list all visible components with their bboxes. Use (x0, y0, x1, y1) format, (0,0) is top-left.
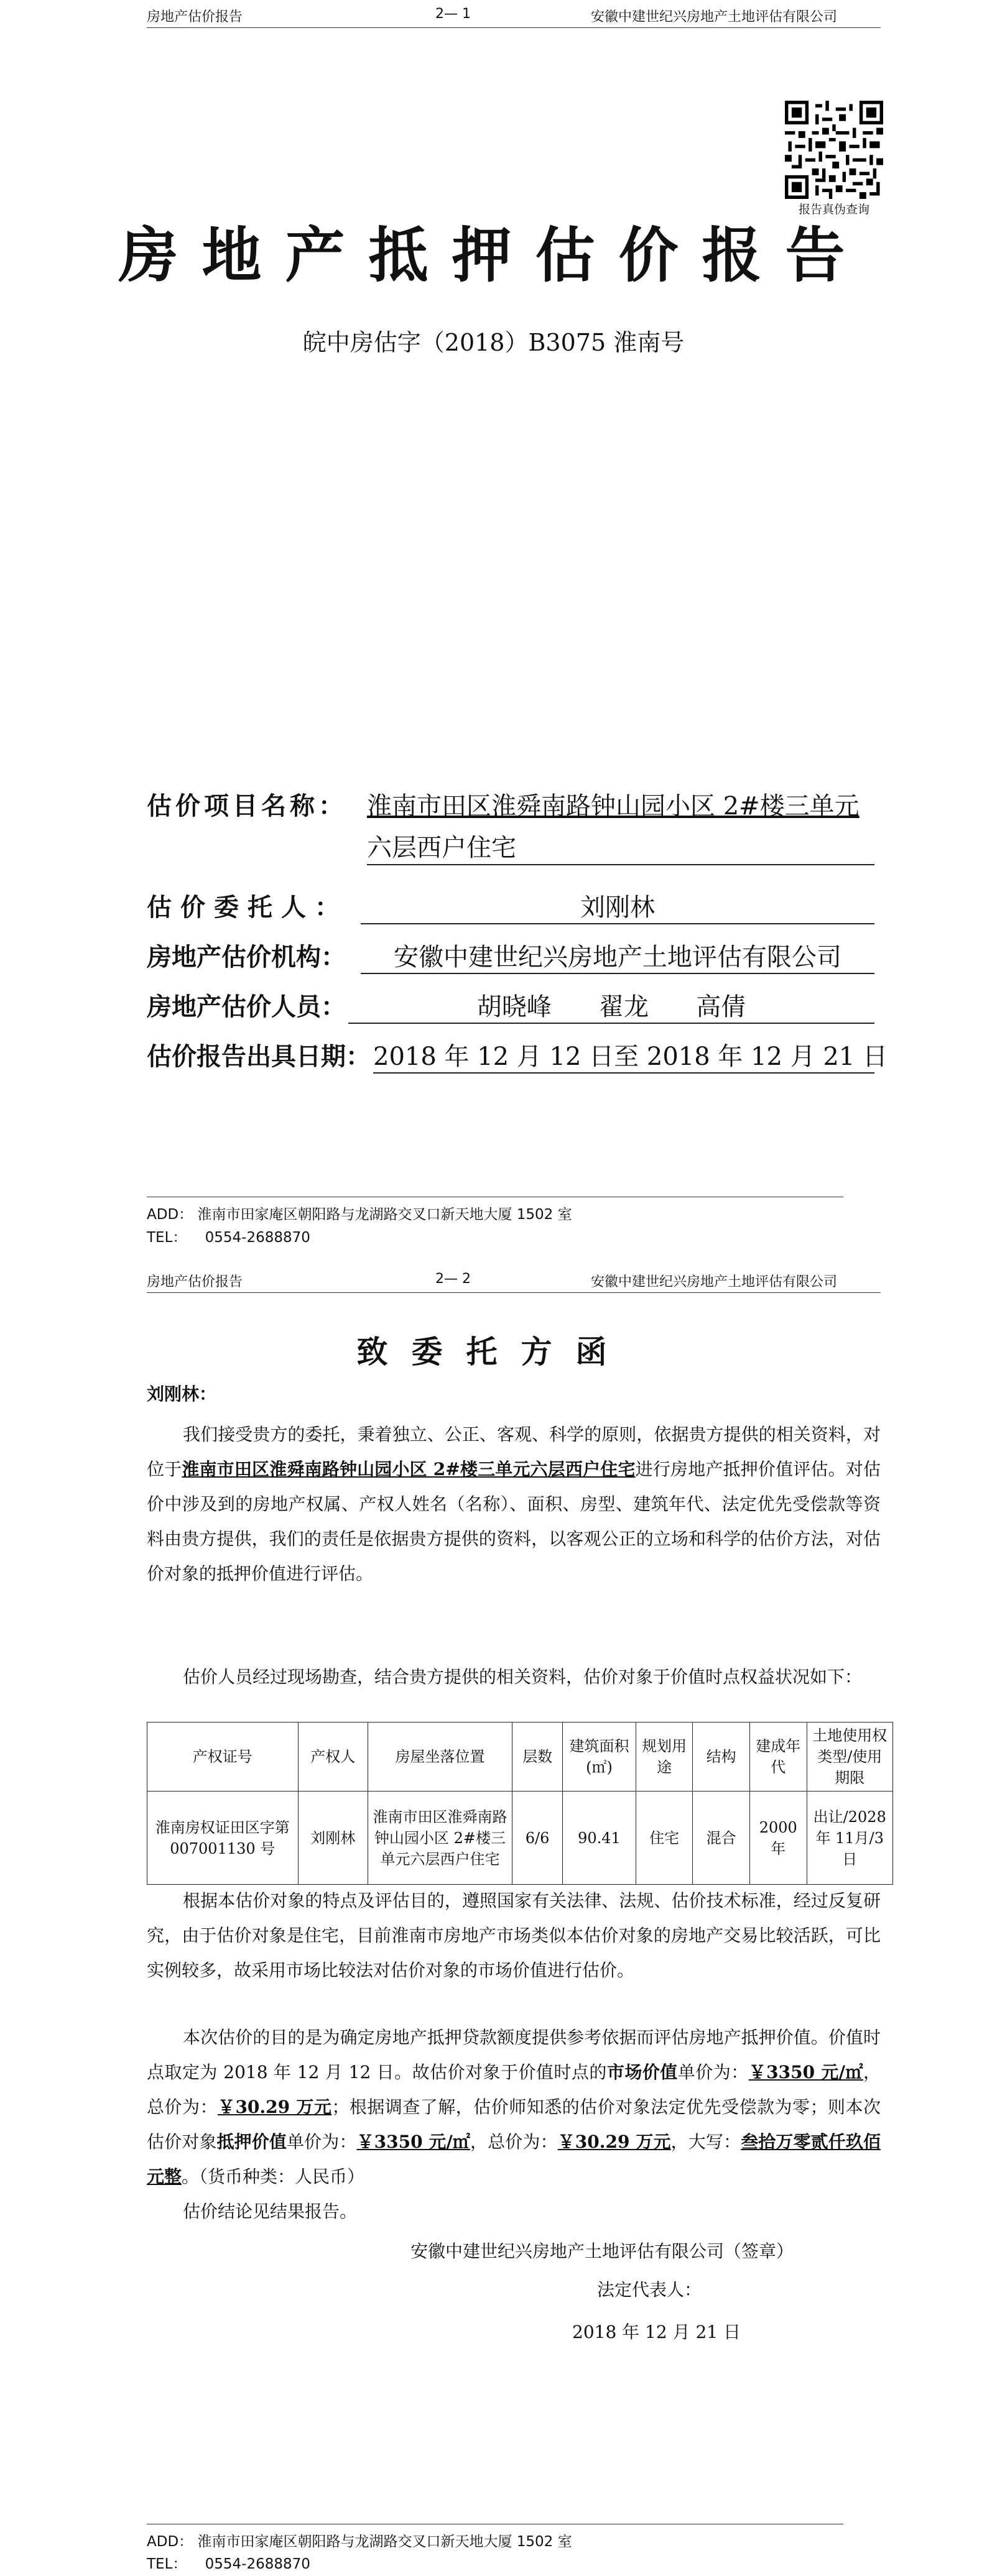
table-cell: 2000 年 (749, 1792, 807, 1885)
page-number: 2— 1 (435, 6, 471, 22)
document-number: 皖中房估字（2018）B3075 淮南号 (302, 329, 685, 356)
table-row (147, 1792, 893, 1885)
letter-salutation: 刘刚林： (147, 1384, 217, 1404)
table-cell: 出让/2028 年 11月/3 日 (807, 1792, 892, 1885)
field-label-client: 估价委托人： (147, 893, 348, 922)
qr-code-icon[interactable] (785, 101, 883, 199)
table-header-row (147, 1723, 893, 1792)
table-header-cell: 结构 (693, 1723, 750, 1792)
table-header-cell: 房屋坐落位置 (368, 1723, 512, 1792)
field-label-date: 估价报告出具日期： (147, 1042, 371, 1071)
table-cell: 混合 (693, 1792, 750, 1885)
field-label-project: 估价项目名称： (147, 791, 347, 821)
property-address: 淮南市田区淮舜南路钟山园小区 2#楼三单元六层西户住宅 (182, 1459, 636, 1479)
page-header-left: 房地产估价报告 (147, 9, 243, 25)
header-rule (147, 27, 881, 28)
signature-date: 2018 年 12 月 21 日 (572, 2322, 741, 2342)
footer-address: ADD： 淮南市田家庵区朝阳路与龙湖路交叉口新天地大厦 1502 室 (147, 2534, 572, 2550)
mortgage-total-price: ￥30.29 万元 (557, 2132, 671, 2152)
table-header-cell: 建成年代 (749, 1723, 807, 1792)
market-total-price: ￥30.29 万元 (217, 2097, 332, 2117)
table-header-cell: 产权人 (298, 1723, 368, 1792)
page-header-right: 安徽中建世纪兴房地产土地评估有限公司 (591, 1274, 838, 1290)
table-header-cell: 规划用途 (636, 1723, 693, 1792)
signature-representative: 法定代表人： (597, 2279, 702, 2300)
footer-tel: TEL： 0554-2688870 (147, 2556, 310, 2572)
page-header-right: 安徽中建世纪兴房地产土地评估有限公司 (591, 9, 838, 25)
field-value-client: 刘刚林 (361, 888, 874, 924)
field-value-date: 2018 年 12 月 12 日至 2018 年 12 月 21 日 (373, 1037, 874, 1074)
page-number: 2— 2 (435, 1271, 471, 1287)
table-header-cell: 产权证号 (147, 1723, 299, 1792)
field-label-agency: 房地产估价机构： (147, 942, 346, 972)
table-header-cell: 建筑面积(㎡) (563, 1723, 636, 1792)
footer-address: ADD： 淮南市田家庵区朝阳路与龙湖路交叉口新天地大厦 1502 室 (147, 1207, 572, 1223)
table-cell: 6/6 (512, 1792, 563, 1885)
footer-tel: TEL： 0554-2688870 (147, 1230, 310, 1246)
market-unit-price: ￥3350 元/㎡ (748, 2062, 863, 2082)
letter-paragraph-5: 估价结论见结果报告。 (183, 2201, 358, 2222)
property-rights-table (147, 1722, 893, 1885)
table-header-cell: 层数 (512, 1723, 563, 1792)
header-rule (147, 1292, 881, 1293)
table-cell: 淮南市田区淮舜南路钟山园小区 2#楼三单元六层西户住宅 (368, 1792, 512, 1885)
field-underline (367, 864, 874, 865)
letter-paragraph-3: 根据本估价对象的特点及评估目的，遵照国家有关法律、法规、估价技术标准，经过反复研究，由于估价对象是住宅，目前淮南市房地产市场类似本估价对象的房地产交易比较活跃，可比实例较多，故采用市场比较法对估价对象的市场价值进行估价。 (147, 1890, 881, 1980)
signature-company: 安徽中建世纪兴房地产土地评估有限公司（签章） (410, 2241, 794, 2261)
field-value-project: 淮南市田区淮舜南路钟山园小区 2#楼三单元 (367, 792, 860, 821)
mortgage-unit-price: ￥3350 元/㎡ (356, 2132, 471, 2152)
letter-title: 致委托方函 (356, 1333, 631, 1370)
table-cell: 淮南房权证田区字第 007001130 号 (147, 1792, 299, 1885)
field-value-appraisers: 胡晓峰 翟龙 高倩 (348, 987, 874, 1024)
report-title: 房地产抵押估价报告 (118, 220, 869, 290)
letter-paragraph-4: 本次估价的目的是为确定房地产抵押贷款额度提供参考依据而评估房地产抵押价值。价值时点取定为 2018 年 12 月 12 日。故估价对象于价值时点的市场价值单价为：￥3350 元/㎡，总价为：￥30.29 万元；根据调查了解，估价师知悉的估价对象法定优先受偿款为零；则本次估价对象抵押价值单价为：￥3350 元/㎡，总价为：￥30.29 万元，大写：叁拾万零贰仟玖佰元整。（货币种类：人民币） (147, 2027, 881, 2187)
table-cell: 90.41 (563, 1792, 636, 1885)
letter-paragraph-1: 我们接受贵方的委托，秉着独立、公正、客观、科学的原则，依据贵方提供的相关资料，对位于淮南市田区淮舜南路钟山园小区 2#楼三单元六层西户住宅进行房地产抵押价值评估。对估价中涉及到的房地产权属、产权人姓名（名称）、面积、房型、建筑年代、法定优先受偿款等资料由贵方提供，我们的责任是依据贵方提供的资料，以客观公正的立场和科学的估价方法，对估价对象的抵押价值进行评估。 (147, 1424, 881, 1584)
letter-paragraph-2: 估价人员经过现场勘查，结合贵方提供的相关资料，估价对象于价值时点权益状况如下： (183, 1667, 863, 1687)
field-value-project-line2: 六层西户住宅 (367, 834, 516, 862)
table-header-cell: 土地使用权类型/使用期限 (807, 1723, 892, 1792)
qr-caption: 报告真伪查询 (798, 203, 869, 216)
field-value-agency: 安徽中建世纪兴房地产土地评估有限公司 (361, 937, 874, 974)
amount-in-words: 叁拾万零贰仟玖佰元整 (147, 2132, 881, 2187)
field-label-appraisers: 房地产估价人员： (147, 992, 346, 1021)
table-cell: 刘刚林 (298, 1792, 368, 1885)
table-cell: 住宅 (636, 1792, 693, 1885)
page-header-left: 房地产估价报告 (147, 1274, 243, 1290)
